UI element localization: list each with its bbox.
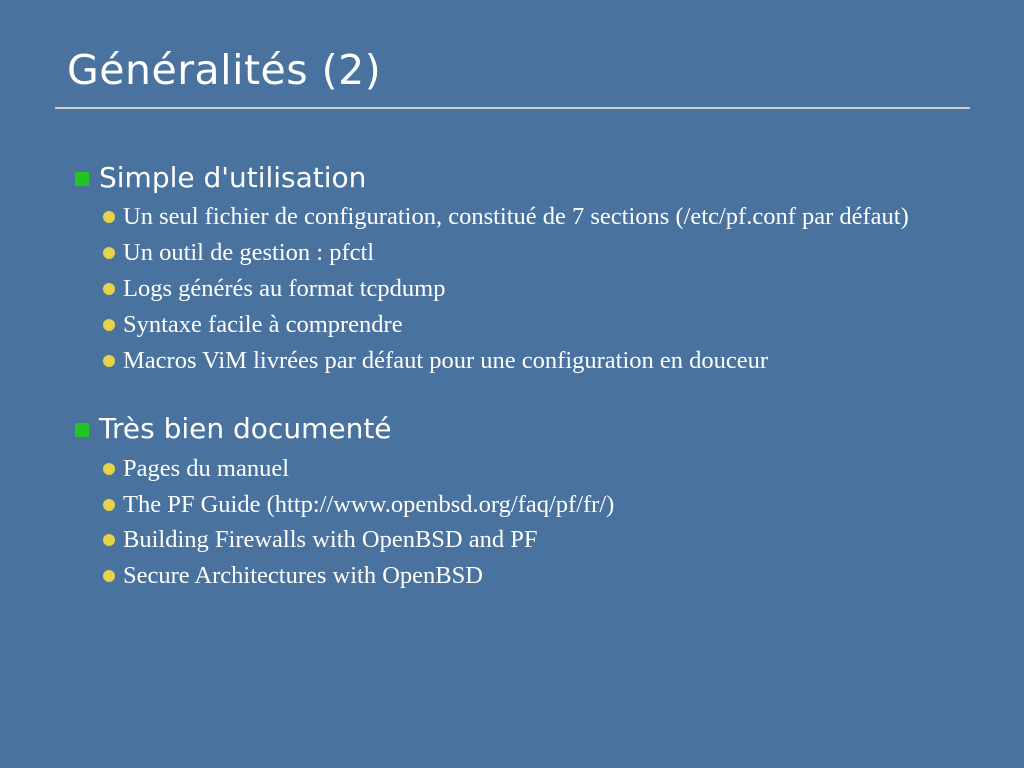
bullet-level2-label: Macros ViM livrées par défaut pour une configuration en douceur — [123, 346, 769, 374]
bullet-level2-label: Secure Architectures with OpenBSD — [123, 562, 483, 590]
bullet-level2 — [103, 308, 975, 342]
bullet-level2-label: Building Firewalls with OpenBSD and PF — [123, 526, 538, 554]
dot-bullet-icon — [103, 534, 115, 546]
bullet-level1-label: Très bien documenté — [99, 412, 392, 446]
title-divider — [55, 107, 970, 109]
square-bullet-icon — [75, 423, 89, 437]
bullet-level2-label: Un outil de gestion : pfctl — [123, 239, 375, 267]
sub-list — [103, 452, 975, 593]
page-title: Généralités (2) — [67, 46, 382, 94]
bullet-level2 — [103, 344, 975, 378]
square-bullet-icon — [75, 172, 89, 186]
bullet-level2-label: Pages du manuel — [123, 454, 290, 482]
bullet-level1 — [75, 411, 975, 447]
sub-list — [103, 200, 975, 377]
bullet-level2 — [103, 523, 975, 557]
bullet-level2-label: Syntaxe facile à comprendre — [123, 310, 403, 338]
dot-bullet-icon — [103, 463, 115, 475]
dot-bullet-icon — [103, 570, 115, 582]
content-block — [75, 160, 975, 377]
bullet-level1 — [75, 160, 975, 196]
bullet-level2 — [103, 272, 975, 306]
dot-bullet-icon — [103, 211, 115, 223]
dot-bullet-icon — [103, 499, 115, 511]
bullet-level2 — [103, 488, 975, 522]
bullet-level2 — [103, 200, 975, 234]
slide-body — [75, 160, 975, 627]
dot-bullet-icon — [103, 283, 115, 295]
bullet-level2-label: Logs générés au format tcpdump — [123, 274, 446, 302]
bullet-level2-label: The PF Guide (http://www.openbsd.org/faq/pf/fr/) — [123, 490, 615, 518]
content-block — [75, 411, 975, 593]
dot-bullet-icon — [103, 355, 115, 367]
bullet-level1-label: Simple d'utilisation — [99, 161, 367, 194]
bullet-level2 — [103, 236, 975, 270]
slide-title-area — [55, 46, 970, 109]
bullet-level2-label: Un seul fichier de configuration, constitué de 7 sections (/etc/pf.conf par défaut) — [123, 203, 909, 231]
dot-bullet-icon — [103, 247, 115, 259]
bullet-level2 — [103, 452, 975, 486]
dot-bullet-icon — [103, 319, 115, 331]
bullet-level2 — [103, 559, 975, 593]
